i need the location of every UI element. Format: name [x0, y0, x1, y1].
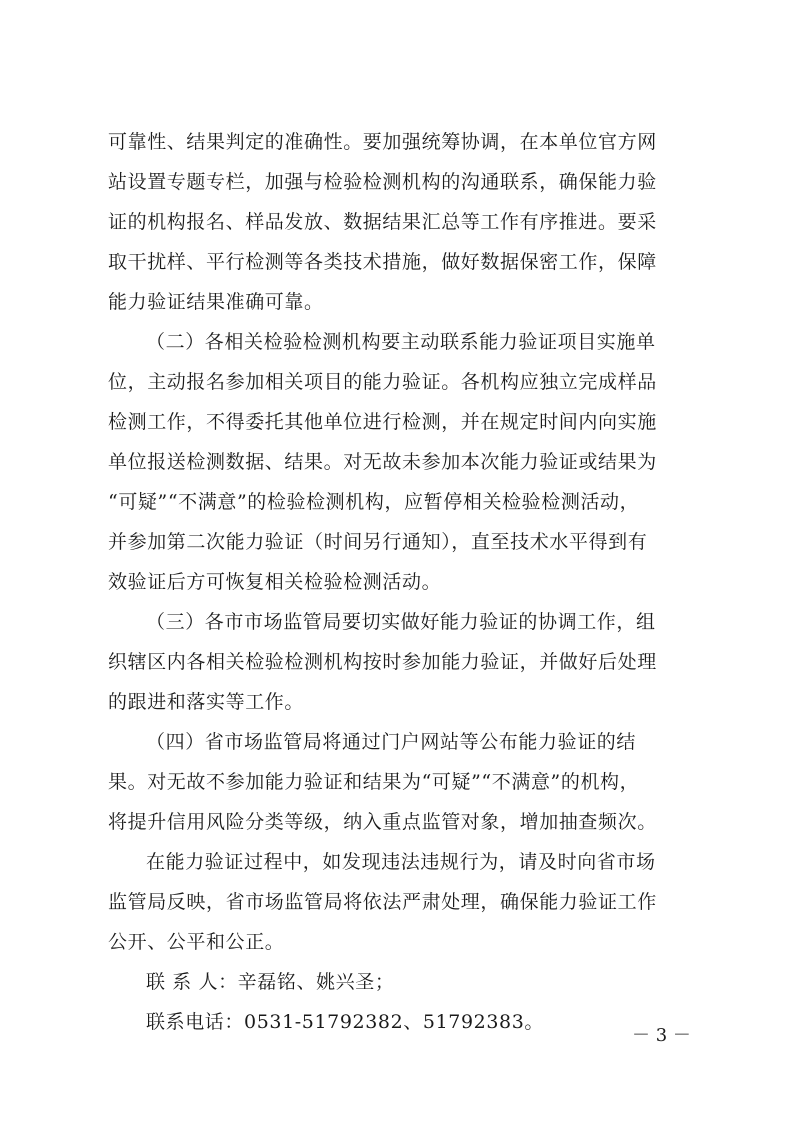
- text-line: 监管局反映，省市场监管局将依法严肃处理，确保能力验证工作: [108, 891, 657, 913]
- text-line: 位，主动报名参加相关项目的能力验证。各机构应独立完成样品: [108, 371, 657, 393]
- text-line: 并参加第二次能力验证（时间另行通知），直至技术水平得到有: [108, 531, 648, 553]
- text-line: 可靠性、结果判定的准确性。要加强统筹协调，在本单位官方网: [108, 131, 657, 153]
- text-line: 能力验证结果准确可靠。: [108, 291, 324, 313]
- closing-paragraph-line: 在能力验证过程中，如发现违法违规行为，请及时向省市场: [146, 851, 656, 873]
- text-line: 检测工作，不得委托其他单位进行检测，并在规定时间内向实施: [108, 411, 657, 433]
- text-line: 织辖区内各相关检验检测机构按时参加能力验证，并做好后处理: [108, 651, 657, 673]
- text-line: 效验证后方可恢复相关检验检测活动。: [108, 571, 442, 593]
- text-line: 公开、公平和公正。: [108, 931, 285, 953]
- text-line: 将提升信用风险分类等级，纳入重点监管对象，增加抽查频次。: [108, 811, 657, 833]
- contact-person-line: 联 系 人：辛磊铭、姚兴圣；: [146, 971, 395, 993]
- text-line: 站设置专题专栏，加强与检验检测机构的沟通联系，确保能力验: [108, 171, 657, 193]
- section-3-heading-line: （三）各市市场监管局要切实做好能力验证的协调工作，组: [146, 611, 656, 633]
- text-line: 的跟进和落实等工作。: [108, 691, 305, 713]
- body-text: [108, 122, 693, 1042]
- page-number: － 3 －: [632, 1025, 691, 1046]
- section-4-heading-line: （四）省市场监管局将通过门户网站等公布能力验证的结: [146, 731, 637, 753]
- text-line: 单位报送检测数据、结果。对无故未参加本次能力验证或结果为: [108, 451, 657, 473]
- text-line: 证的机构报名、样品发放、数据结果汇总等工作有序推进。要采: [108, 211, 657, 233]
- text-line: 果。对无故不参加能力验证和结果为“可疑”“不满意”的机构，: [108, 771, 640, 793]
- text-line: 取干扰样、平行检测等各类技术措施，做好数据保密工作，保障: [108, 251, 657, 273]
- contact-phone-line: 联系电话：0531-51792382、51792383。: [146, 1011, 544, 1033]
- section-2-heading-line: （二）各相关检验检测机构要主动联系能力验证项目实施单: [146, 331, 656, 353]
- text-line: “可疑”“不满意”的检验检测机构，应暂停相关检验检测活动，: [108, 491, 640, 513]
